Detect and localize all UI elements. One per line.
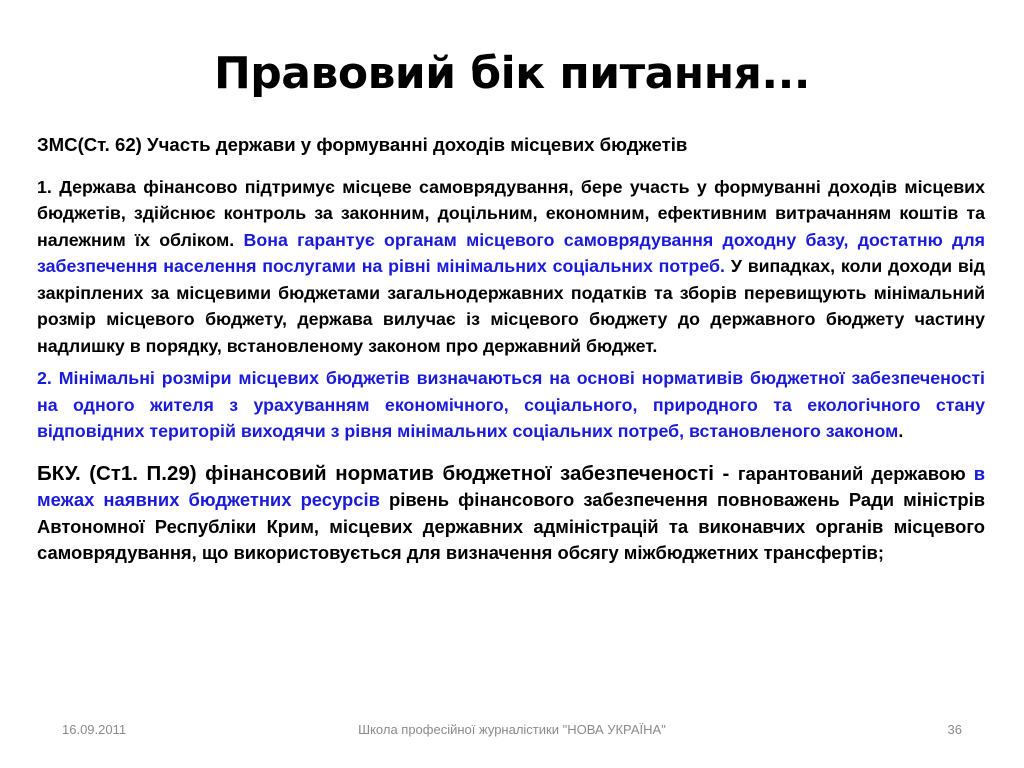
- footer-page-number: 36: [947, 722, 962, 737]
- slide-body: [37, 132, 985, 573]
- p1-text-start: 1. Держава фінансово підтримує місцеве самоврядування, бере участь у формуванні доходів місцевих бюджетів, здійснює контроль за законним, доцільним, економним, ефективним витрачанням коштів та належним їх обліком.: [37, 176, 985, 250]
- paragraph-1: [37, 174, 985, 360]
- bku-highlight: в межах наявних бюджетних ресурсів: [37, 462, 985, 510]
- footer-organization: Школа професійної журналістики "НОВА УКРАЇНА": [358, 722, 666, 737]
- p1-highlight: Вона гарантує органам місцевого самоврядування доходну базу, достатню для забезпечення населення послугами на рівні мінімальних соціальних потреб.: [37, 229, 986, 276]
- p2-highlight: 2. Мінімальні розміри місцевих бюджетів визначаються на основі нормативів бюджетної забезпеченості на одного жителя з урахуванням економічного, соціального, природного та екологічного стану відповідних територій виходячи з рівня мінімальних соціальних потреб, встановленого законом: [37, 368, 985, 441]
- p1-text-end: У випадках, коли доходи від закріплених за місцевими бюджетами загальнодержавних податків та зборів перевищують мінімальний розмір місцевого бюджету, держава вилучає із місцевого бюджету до державного бюджету частину надлишку в порядку, встановленому законом про державний бюджет.: [37, 256, 986, 356]
- paragraph-2: [37, 365, 985, 445]
- bku-text-end: рівень фінансового забезпечення повноважень Ради міністрів Автономної Республіки Крим, місцевих державних адміністрацій та виконавчих органів місцевого самоврядування, що використовується для визначення обсягу міжбюджетних трансфертів;: [37, 489, 985, 563]
- p2-period: .: [898, 421, 904, 441]
- section-heading: ЗМС(Ст. 62) Участь держави у формуванні доходів місцевих бюджетів: [37, 134, 688, 155]
- slide-title: Правовий бік питання...: [213, 48, 810, 99]
- footer-date: 16.09.2011: [62, 722, 127, 737]
- paragraph-bku: [37, 461, 985, 567]
- bku-text-mid: гарантований державою: [737, 462, 974, 484]
- bku-text-start: БКУ. (Ст1. П.29) фінансовий норматив бюджетної забезпеченості -: [37, 461, 738, 485]
